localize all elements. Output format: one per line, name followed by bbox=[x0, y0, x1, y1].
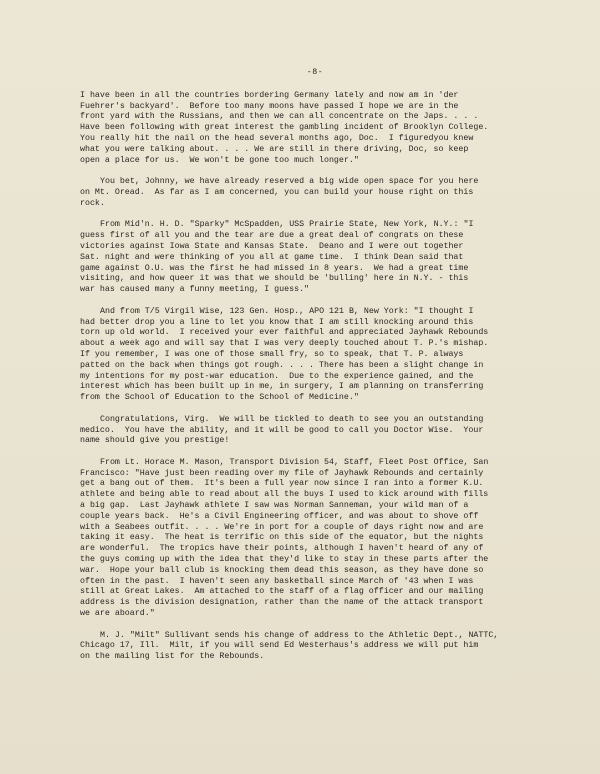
text-line: guess first of all you and the tear are due a great deal of congrats on these bbox=[80, 231, 464, 241]
text-line: open a place for us. We won't be gone too much longer." bbox=[80, 155, 359, 165]
text-line: torn up old world. I received your ever faithful and appreciated Jayhawk Rebounds bbox=[80, 328, 489, 338]
text-line: often in the past. I haven't seen any basketball since March of '43 when I was bbox=[80, 576, 474, 586]
text-line: Congratulations, Virg. We will be tickled to death to see you an outstanding bbox=[100, 414, 484, 424]
text-line: still at Great Lakes. Am attached to the staff of a flag officer and our mailing bbox=[80, 587, 484, 597]
text-line: Sat. night and were thinking of you all at game time. I think Dean said that bbox=[80, 252, 464, 262]
text-line: from the School of Education to the School of Medicine." bbox=[80, 393, 359, 403]
text-line: on the mailing list for the Rebounds. bbox=[80, 652, 265, 662]
typed-letter-body bbox=[80, 68, 550, 674]
text-line: You really hit the nail on the head several months ago, Doc. I figuredyou knew bbox=[80, 133, 474, 143]
text-line: war has caused many a funny meeting, I guess." bbox=[80, 285, 310, 295]
paragraph-sullivant bbox=[80, 631, 550, 663]
text-line: the guys coming up with the idea that they'd like to stay in these parts after the bbox=[80, 555, 489, 565]
text-line: Fuehrer's backyard'. Before too many moons have passed I hope we are in the bbox=[80, 101, 459, 111]
text-line: athlete and being able to read about all the buys I used to kick around with fills bbox=[80, 490, 489, 500]
text-line: taking it easy. The heat is terrific on this side of the equator, but the nights bbox=[80, 533, 484, 543]
text-line: war. Hope your ball club is knocking them dead this season, as they have done so bbox=[80, 565, 484, 575]
text-line: medico. You have the ability, and it will be good to call you Doctor Wise. Your bbox=[80, 425, 484, 435]
text-line: And from T/5 Virgil Wise, 123 Gen. Hosp., APO 121 B, New York: "I thought I bbox=[100, 306, 474, 316]
text-line: Have been following with great interest the gambling incident of Brooklyn College. bbox=[80, 123, 489, 133]
text-line: get a bang out of them. It's been a full year now since I ran into a former K.U. bbox=[80, 479, 484, 489]
paragraph-horace-mason bbox=[80, 458, 550, 620]
text-line: If you remember, I was one of those small fry, so to speak, that T. P. always bbox=[80, 349, 464, 359]
text-line: rock. bbox=[80, 198, 105, 208]
text-line: game against O.U. was the first he had missed in 8 years. We had a great time bbox=[80, 263, 469, 273]
text-line: Francisco: "Have just been reading over my file of Jayhawk Rebounds and certainly bbox=[80, 468, 484, 478]
text-line: had better drop you a line to let you know that I am still knocking around this bbox=[80, 317, 474, 327]
text-line: interest which has been built up in me, in surgery, I am planning on transferring bbox=[80, 382, 484, 392]
text-line: Chicago 17, Ill. Milt, if you will send Ed Westerhaus's address we will put him bbox=[80, 641, 479, 651]
text-line: name should give you prestige! bbox=[80, 436, 230, 446]
paragraph-virgil-wise bbox=[80, 307, 550, 404]
text-line: patted on the back when things got rough. . . . There has been a slight change in bbox=[80, 360, 484, 370]
text-line: about a week ago and will say that I was very deeply touched about T. P.'s mishap. bbox=[80, 339, 489, 349]
text-line: what you were talking about. . . . We are still in there driving, Doc, so keep bbox=[80, 144, 469, 154]
paragraph-continuation bbox=[80, 91, 550, 167]
text-line: my intentions for my post-war education. Due to the experience gained, and the bbox=[80, 371, 474, 381]
paragraph-reply-johnny bbox=[80, 177, 550, 209]
paragraph-mcspadden bbox=[80, 220, 550, 296]
text-line: victories against Iowa State and Kansas State. Deano and I were out together bbox=[80, 241, 464, 251]
text-line: I have been in all the countries bordering Germany lately and now am in 'der bbox=[80, 90, 459, 100]
text-line: couple years back. He's a Civil Engineering officer, and was about to shove off bbox=[80, 511, 479, 521]
text-line: are wonderful. The tropics have their points, although I haven't heard of any of bbox=[80, 544, 484, 554]
text-line: a big gap. Last Jayhawk athlete I saw was Norman Sanneman, your wild man of a bbox=[80, 501, 469, 511]
text-line: front yard with the Russians, and then we can all concentrate on the Japs. . . . bbox=[80, 112, 479, 122]
text-line: with a Seabees outfit. . . . We're in port for a couple of days right now and are bbox=[80, 522, 484, 532]
paragraph-congratulations bbox=[80, 415, 550, 447]
text-line: M. J. "Milt" Sullivant sends his change of address to the Athletic Dept., NATTC, bbox=[100, 630, 499, 640]
text-line: You bet, Johnny, we have already reserved a big wide open space for you here bbox=[100, 177, 479, 187]
text-line: From Mid'n. H. D. "Sparky" McSpadden, USS Prairie State, New York, N.Y.: "I bbox=[100, 220, 474, 230]
text-line: on Mt. Oread. As far as I am concerned, you can build your house right on this bbox=[80, 187, 474, 197]
text-line: address is the division designation, rather than the name of the attack transport bbox=[80, 598, 484, 608]
text-line: visiting, and how queer it was that we should be 'bulling' here in N.Y. - this bbox=[80, 274, 469, 284]
page-number: -8- bbox=[306, 68, 324, 77]
text-line: From Lt. Horace M. Mason, Transport Division 54, Staff, Fleet Post Office, San bbox=[100, 457, 489, 467]
text-line: we are aboard." bbox=[80, 609, 155, 619]
